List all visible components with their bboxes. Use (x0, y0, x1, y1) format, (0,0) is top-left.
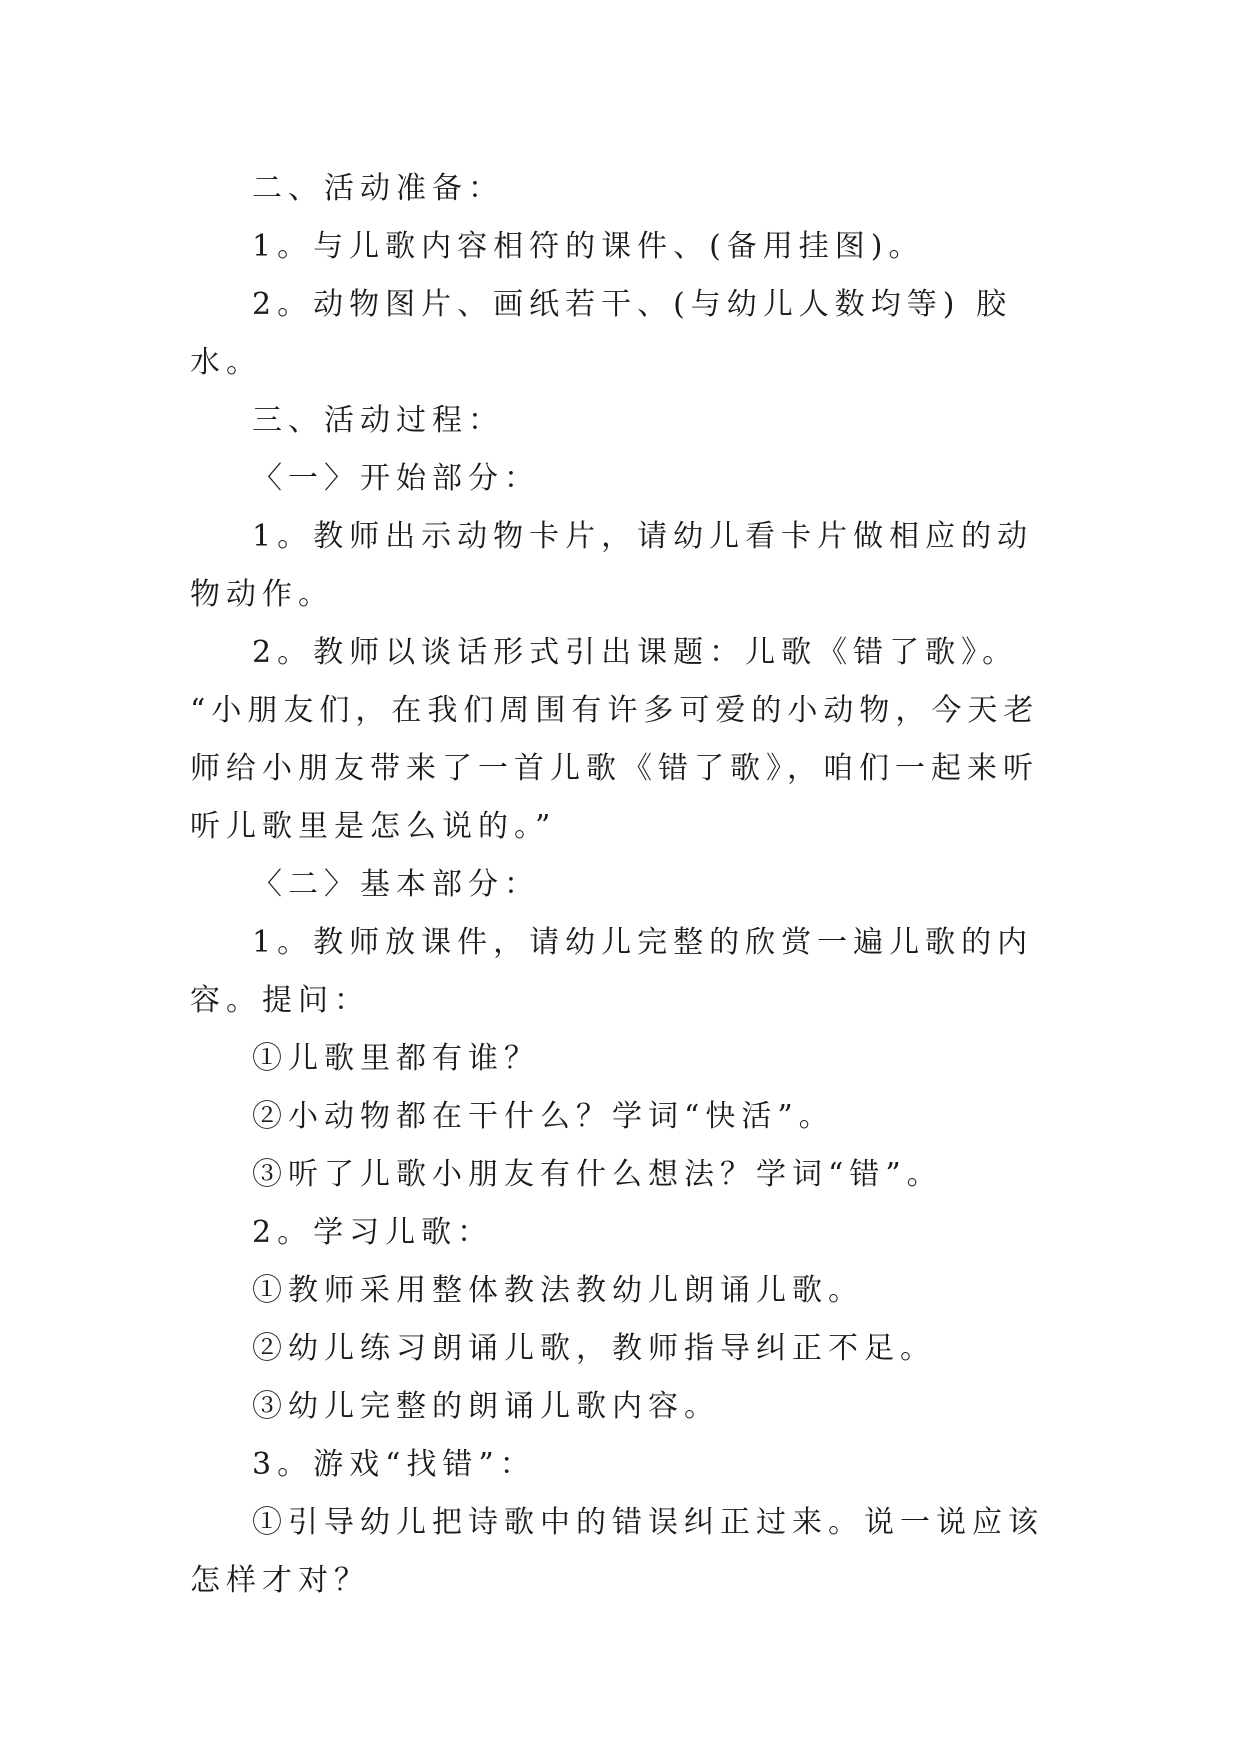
list-item: ①教师采用整体教法教幼儿朗诵儿歌。 (252, 1273, 864, 1308)
section-heading-process: 三、活动过程： (252, 403, 504, 438)
subsection-heading-start: 〈一〉开始部分： (252, 461, 540, 496)
paragraph: 2。动物图片、画纸若干、(与幼儿人数均等) 胶水。 (190, 287, 1013, 380)
list-item: ①儿歌里都有谁？ (252, 1041, 540, 1076)
subsection-heading-basic: 〈二〉基本部分： (252, 867, 540, 902)
list-item: ③听了儿歌小朋友有什么想法？学词“错”。 (252, 1157, 943, 1192)
paragraph: 1。与儿歌内容相符的课件、(备用挂图)。 (252, 229, 925, 264)
list-item: ②小动物都在干什么？学词“快活”。 (252, 1099, 835, 1134)
paragraph: 1。教师出示动物卡片，请幼儿看卡片做相应的动物动作。 (190, 519, 1034, 612)
list-item: ①引导幼儿把诗歌中的错误纠正过来。说一说应该怎样才对？ (190, 1505, 1044, 1598)
paragraph: 2。学习儿歌： (252, 1215, 494, 1250)
list-item: ②幼儿练习朗诵儿歌，教师指导纠正不足。 (252, 1331, 936, 1366)
document-body (190, 160, 1050, 1610)
list-item: ③幼儿完整的朗诵儿歌内容。 (252, 1389, 720, 1424)
paragraph: 2。教师以谈话形式引出课题：儿歌《错了歌》。 “小朋友们，在我们周围有许多可爱的小动物，今天老师给小朋友带来了一首儿歌《错了歌》，咱们一起来听听儿歌里是怎么说的。” (190, 635, 1040, 844)
section-heading-preparation: 二、活动准备： (252, 171, 504, 206)
paragraph: 3。游戏“找错”： (252, 1447, 536, 1482)
paragraph: 1。教师放课件，请幼儿完整的欣赏一遍儿歌的内容。提问： (190, 925, 1034, 1018)
